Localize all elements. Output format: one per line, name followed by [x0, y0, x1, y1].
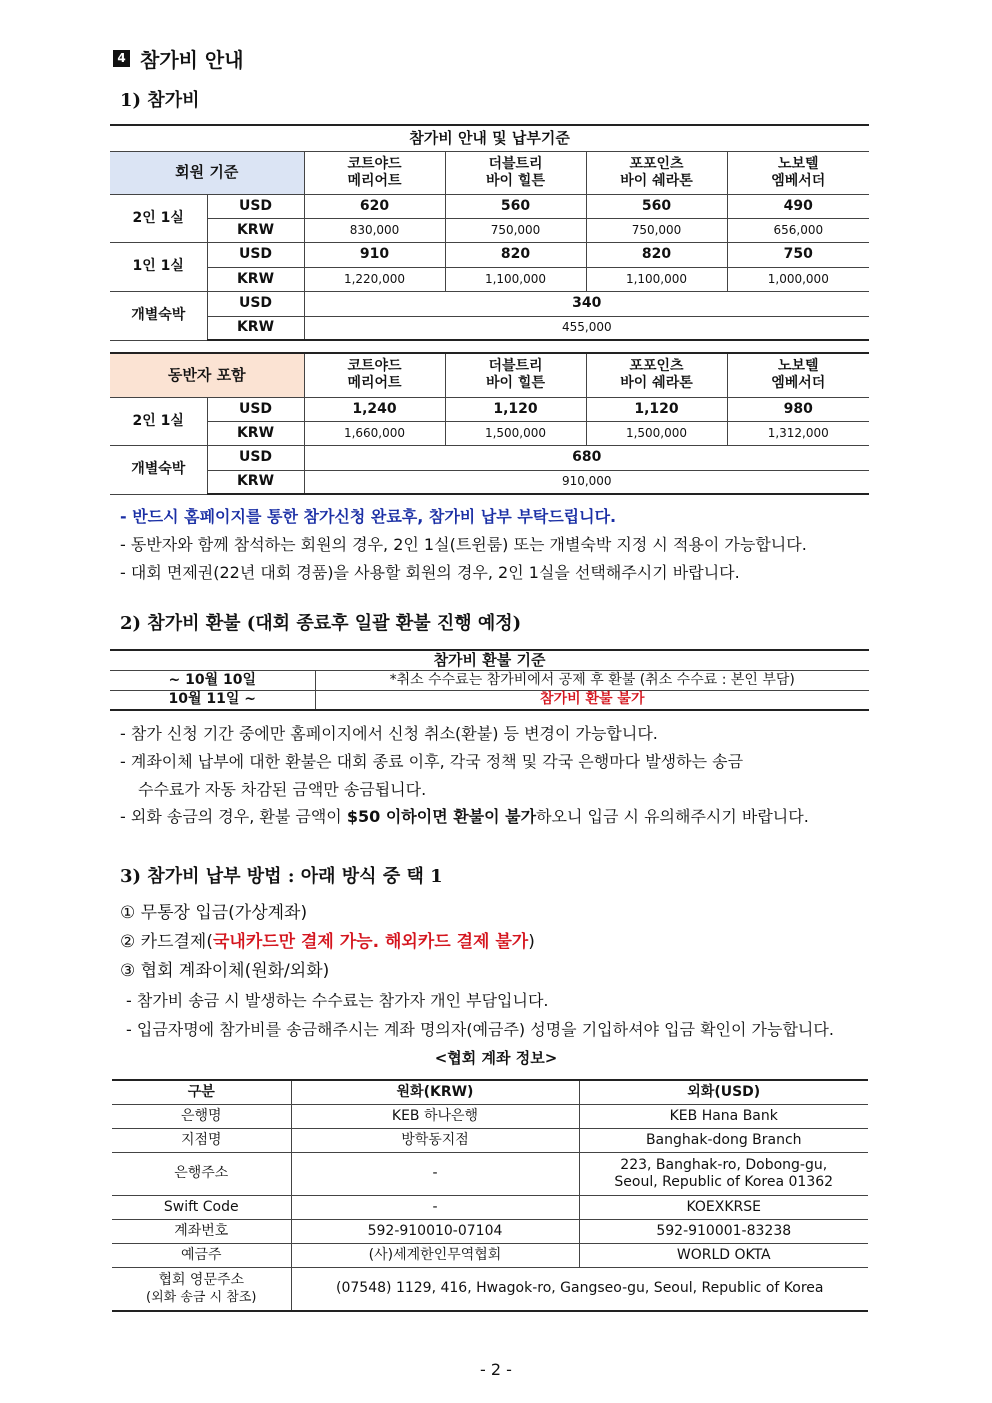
- table-row: [110, 218, 869, 242]
- room-type-label: 2인 1실: [110, 397, 207, 445]
- section-number: 4: [113, 50, 130, 67]
- price-cell: 455,000: [304, 316, 869, 340]
- hotel-header: 포포인츠 바이 쉐라톤: [586, 151, 727, 194]
- room-type-label: 2인 1실: [110, 194, 207, 242]
- usd-value: KEB Hana Bank: [579, 1104, 868, 1128]
- method-card: ② 카드결제(국내카드만 결제 가능. 해외카드 결제 불가): [120, 932, 535, 952]
- room-type-label: 1인 1실: [110, 242, 207, 291]
- table-row: [110, 690, 869, 710]
- price-cell: 490: [727, 194, 869, 218]
- price-cell: 750,000: [586, 218, 727, 242]
- currency-label: USD: [207, 445, 304, 470]
- subsection-fee-title: 1) 참가비: [120, 90, 200, 111]
- row-label: 예금주: [112, 1243, 291, 1267]
- price-cell: 656,000: [727, 218, 869, 242]
- price-cell: 1,100,000: [586, 267, 727, 291]
- table-row: [110, 316, 869, 340]
- krw-value: -: [291, 1152, 579, 1195]
- price-cell: 1,100,000: [445, 267, 586, 291]
- column-header: 원화(KRW): [291, 1080, 579, 1104]
- usd-value: 223, Banghak-ro, Dobong-gu, Seoul, Republic of Korea 01362: [579, 1152, 868, 1195]
- table-row: [112, 1219, 868, 1243]
- usd-value: 592-910001-83238: [579, 1219, 868, 1243]
- note-companion: - 동반자와 함께 참석하는 회원의 경우, 2인 1실(트윈룸) 또는 개별숙박 지정 시 적용이 가능합니다.: [120, 535, 807, 554]
- krw-value: -: [291, 1195, 579, 1219]
- refund-desc: 참가비 환불 불가: [315, 690, 869, 710]
- currency-label: USD: [207, 194, 304, 218]
- usd-value: Banghak-dong Branch: [579, 1128, 868, 1152]
- price-cell: 1,120: [586, 397, 727, 421]
- table-row: [112, 1195, 868, 1219]
- table-row: [112, 1128, 868, 1152]
- column-header: 외화(USD): [579, 1080, 868, 1104]
- row-label: 계좌번호: [112, 1219, 291, 1243]
- price-cell: 910,000: [304, 470, 869, 494]
- table-row: [112, 1267, 868, 1311]
- note-required-signup: - 반드시 홈페이지를 통한 참가신청 완료후, 참가비 납부 부탁드립니다.: [120, 507, 617, 526]
- table-row: [110, 445, 869, 470]
- subsection-refund-title: 2) 참가비 환불 (대회 종료후 일괄 환불 진행 예정): [120, 613, 522, 634]
- price-cell: 620: [304, 194, 445, 218]
- krw-value: (사)세계한인무역협회: [291, 1243, 579, 1267]
- price-cell: 1,500,000: [445, 421, 586, 445]
- companion-basis-label: 동반자 포함: [110, 353, 304, 397]
- currency-label: KRW: [207, 316, 304, 340]
- price-cell: 750: [727, 242, 869, 267]
- account-caption: <협회 계좌 정보>: [434, 1049, 558, 1067]
- krw-value: KEB 하나은행: [291, 1104, 579, 1128]
- price-cell: 830,000: [304, 218, 445, 242]
- price-cell: 1,220,000: [304, 267, 445, 291]
- table-row: [110, 291, 869, 316]
- note-fee-burden: - 참가비 송금 시 발생하는 수수료는 참가자 개인 부담입니다.: [126, 991, 549, 1010]
- table-row: [112, 1152, 868, 1195]
- note-depositor-name: - 입금자명에 참가비를 송금해주시는 계좌 명의자(예금주) 성명을 기입하셔야 입금 확인이 가능합니다.: [126, 1020, 834, 1039]
- price-cell: 560: [586, 194, 727, 218]
- krw-value: 방학동지점: [291, 1128, 579, 1152]
- currency-label: USD: [207, 242, 304, 267]
- room-type-label: 개별숙박: [110, 291, 207, 340]
- price-cell: 820: [586, 242, 727, 267]
- account-table: [112, 1079, 868, 1312]
- price-cell: 1,500,000: [586, 421, 727, 445]
- method-bank-deposit: ① 무통장 입금(가상계좌): [120, 903, 308, 923]
- price-cell: 980: [727, 397, 869, 421]
- refund-table-caption: 참가비 환불 기준: [110, 650, 869, 670]
- room-type-label: 개별숙박: [110, 445, 207, 494]
- table-row: [112, 1243, 868, 1267]
- note-refund-period: - 참가 신청 기간 중에만 홈페이지에서 신청 취소(환불) 등 변경이 가능합니다.: [120, 724, 658, 743]
- table-row: [110, 267, 869, 291]
- usd-value: KOEXKRSE: [579, 1195, 868, 1219]
- page-number: - 2 -: [480, 1360, 512, 1379]
- english-address: (07548) 1129, 416, Hwagok-ro, Gangseo-gu, Seoul, Republic of Korea: [291, 1267, 868, 1311]
- note-refund-foreign: - 외화 송금의 경우, 환불 금액이 $50 이하이면 환불이 불가하오니 입금 시 유의해주시기 바랍니다.: [120, 807, 809, 826]
- price-cell: 820: [445, 242, 586, 267]
- currency-label: USD: [207, 397, 304, 421]
- hotel-header: 포포인츠 바이 쉐라톤: [586, 353, 727, 397]
- table-row: [110, 242, 869, 267]
- currency-label: KRW: [207, 267, 304, 291]
- column-header: 구분: [112, 1080, 291, 1104]
- note-exemption: - 대회 면제권(22년 대회 경품)을 사용할 회원의 경우, 2인 1실을 선택해주시기 바랍니다.: [120, 563, 740, 582]
- section-title: 참가비 안내: [140, 48, 244, 72]
- table-row: [112, 1104, 868, 1128]
- usd-value: WORLD OKTA: [579, 1243, 868, 1267]
- price-cell: 560: [445, 194, 586, 218]
- price-cell: 1,312,000: [727, 421, 869, 445]
- fee-table-companion: [110, 352, 869, 495]
- member-basis-label: 회원 기준: [110, 151, 304, 194]
- note-refund-transfer-cont: 수수료가 자동 차감된 금액만 송금됩니다.: [138, 780, 427, 799]
- table-row: [110, 194, 869, 218]
- table-row: [110, 421, 869, 445]
- price-cell: 1,660,000: [304, 421, 445, 445]
- price-cell: 1,120: [445, 397, 586, 421]
- table-row: [110, 670, 869, 690]
- subsection-payment-title: 3) 참가비 납부 방법 : 아래 방식 중 택 1: [120, 866, 443, 887]
- fee-table-caption: 참가비 안내 및 납부기준: [110, 125, 869, 151]
- refund-table: [110, 649, 869, 711]
- table-row: [110, 470, 869, 494]
- hotel-header: 더블트리 바이 힐튼: [445, 151, 586, 194]
- method-transfer: ③ 협회 계좌이체(원화/외화): [120, 961, 330, 981]
- section-heading: [113, 44, 244, 73]
- row-label: 은행명: [112, 1104, 291, 1128]
- table-row: [110, 397, 869, 421]
- row-label: 은행주소: [112, 1152, 291, 1195]
- currency-label: KRW: [207, 470, 304, 494]
- price-cell: 340: [304, 291, 869, 316]
- price-cell: 1,240: [304, 397, 445, 421]
- fee-table-member: [110, 124, 869, 341]
- krw-value: 592-910010-07104: [291, 1219, 579, 1243]
- refund-period: 10월 11일 ~: [110, 690, 315, 710]
- price-cell: 1,000,000: [727, 267, 869, 291]
- hotel-header: 노보텔 엠베서더: [727, 353, 869, 397]
- hotel-header: 코트야드 메리어트: [304, 353, 445, 397]
- currency-label: KRW: [207, 421, 304, 445]
- hotel-header: 더블트리 바이 힐튼: [445, 353, 586, 397]
- note-refund-transfer: - 계좌이체 납부에 대한 환불은 대회 종료 이후, 각국 정책 및 각국 은행마다 발생하는 송금: [120, 752, 744, 771]
- row-label: 지점명: [112, 1128, 291, 1152]
- row-label: 협회 영문주소 (외화 송금 시 참조): [112, 1267, 291, 1311]
- price-cell: 750,000: [445, 218, 586, 242]
- hotel-header: 노보텔 엠베서더: [727, 151, 869, 194]
- refund-period: ~ 10월 10일: [110, 670, 315, 690]
- currency-label: USD: [207, 291, 304, 316]
- refund-desc: *취소 수수료는 참가비에서 공제 후 환불 (취소 수수료 : 본인 부담): [315, 670, 869, 690]
- price-cell: 910: [304, 242, 445, 267]
- price-cell: 680: [304, 445, 869, 470]
- row-label: Swift Code: [112, 1195, 291, 1219]
- hotel-header: 코트야드 메리어트: [304, 151, 445, 194]
- currency-label: KRW: [207, 218, 304, 242]
